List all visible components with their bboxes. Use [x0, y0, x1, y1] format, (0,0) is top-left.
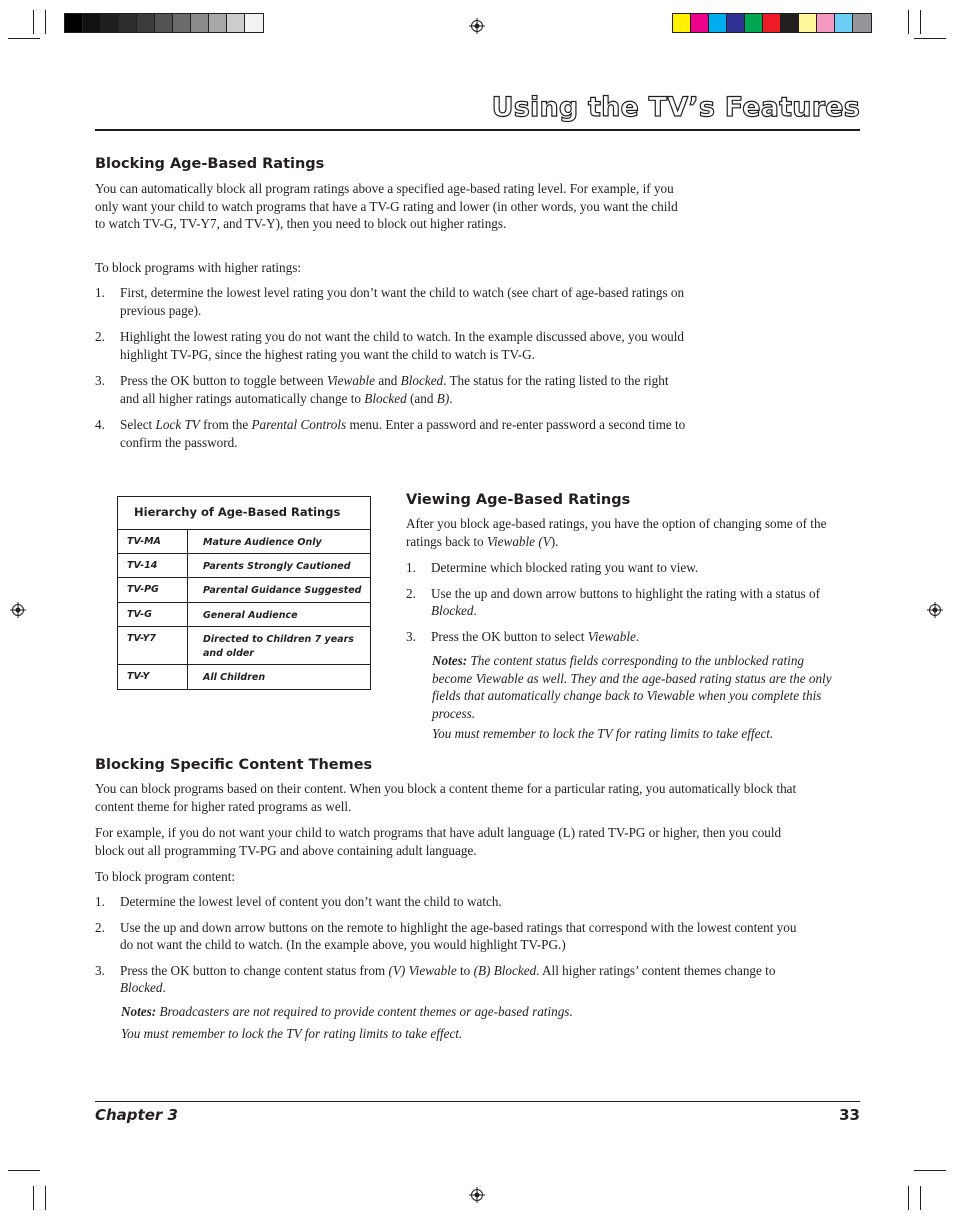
crop-mark: [8, 38, 40, 39]
step-text: .: [635, 628, 640, 644]
notes-label: Notes:: [121, 1004, 157, 1019]
step-number: 3.: [406, 628, 416, 644]
rating-description: Parents Strongly Cautioned: [203, 561, 351, 572]
list-item: [95, 284, 690, 319]
table-row: [118, 665, 370, 689]
color-swatch: [691, 14, 709, 32]
section2-steps: [406, 559, 846, 645]
crop-mark: [914, 1170, 946, 1171]
section3-para1: You can block programs based on their content. When you block a content theme for a particular rating, you automatically block that content theme for higher rated programs as well.: [95, 781, 797, 814]
step-text: . All higher ratings’ content themes change to: [536, 962, 776, 978]
color-swatch: [853, 14, 871, 32]
step-text: . The status for the rating listed to the right and all higher ratings automatically change to: [120, 373, 669, 406]
registration-mark-icon: [469, 18, 485, 34]
step-text: First, determine the lowest level rating you don’t want the child to watch (see chart of age-based ratings on previous page).: [120, 285, 685, 318]
step-text: Press the OK button to select: [431, 628, 588, 644]
step-text-italic: Blocked: [431, 603, 474, 618]
section2-intro: [406, 515, 861, 550]
table-title: Hierarchy of Age-Based Ratings: [118, 497, 370, 530]
registration-mark-icon: [10, 602, 26, 618]
gray-color-bar: [64, 13, 264, 33]
table-row: [118, 554, 370, 578]
rating-code: TV-PG: [118, 578, 188, 602]
color-swatch: [65, 14, 83, 32]
chapter-label: Chapter 3: [95, 1106, 178, 1124]
list-item: [95, 893, 805, 911]
rating-code: TV-Y7: [118, 627, 188, 664]
title-rule: [95, 129, 860, 131]
color-swatch: [209, 14, 227, 32]
color-swatch: [173, 14, 191, 32]
rating-description: All Children: [203, 672, 266, 683]
page-title: Using the TV’s Features: [491, 92, 860, 123]
step-number: 2.: [95, 919, 105, 935]
color-swatch: [817, 14, 835, 32]
rating-code: TV-14: [118, 554, 188, 577]
step-text-italic: Blocked: [400, 373, 444, 388]
step-text-italic: (B) Blocked: [473, 962, 537, 978]
section-heading-blocking-age-based: Blocking Age-Based Ratings: [95, 156, 325, 172]
crop-mark: [8, 1170, 40, 1171]
table-row: [118, 627, 370, 665]
step-number: 2.: [95, 329, 105, 344]
step-text: .: [162, 980, 166, 995]
crop-mark: [920, 1186, 921, 1210]
color-swatch: [727, 14, 745, 32]
step-text-italic: Parental Controls: [251, 417, 347, 432]
notes-label: Notes:: [432, 653, 468, 668]
crop-mark: [908, 1186, 909, 1210]
section3-steps: [95, 893, 805, 997]
list-item: [406, 585, 846, 620]
color-swatch: [119, 14, 137, 32]
color-swatch: [191, 14, 209, 32]
section2-reminder: You must remember to lock the TV for rating limits to take effect.: [432, 726, 774, 741]
notes-text: Broadcasters are not required to provide content themes or age-based ratings.: [156, 1004, 573, 1019]
registration-mark-icon: [927, 602, 943, 618]
color-swatch: [781, 14, 799, 32]
step-text: Use the up and down arrow buttons on the remote to highlight the age-based ratings that correspond with the lowest content you do not want the child to watch. (In the example above, you would highlight TV-PG.): [120, 919, 797, 952]
table-row: [118, 578, 370, 603]
table-row: [118, 530, 370, 554]
section3-lead: To block program content:: [95, 869, 236, 884]
list-item: [95, 919, 805, 954]
color-swatch: [227, 14, 245, 32]
notes-text: The content status fields corresponding to the unblocked rating become Viewable as well. They and the age-based rating status are the only fields that automatically change back to Viewable when you complete this process.: [432, 653, 832, 721]
step-text: Determine which blocked rating you want to view.: [431, 560, 699, 575]
step-text: Select: [120, 417, 156, 432]
step-text: Use the up and down arrow buttons to highlight the rating with a status of: [431, 585, 820, 601]
color-swatch: [763, 14, 781, 32]
crop-mark: [45, 1186, 46, 1210]
color-swatch: [673, 14, 691, 32]
rating-code: TV-MA: [118, 530, 188, 553]
crop-mark: [45, 10, 46, 34]
step-text: Highlight the lowest rating you do not want the child to watch. In the example discussed above, you would highlight TV-PG, since the highest rating you want the child to watch is TV-G.: [120, 329, 685, 362]
section3-notes: [121, 1003, 821, 1021]
step-text: Determine the lowest level of content you don’t want the child to watch.: [120, 894, 502, 909]
step-text-italic: Viewable: [326, 373, 376, 388]
step-text: .: [449, 390, 453, 406]
color-swatch: [799, 14, 817, 32]
step-number: 2.: [406, 585, 416, 601]
color-swatch: [137, 14, 155, 32]
step-text: to: [456, 962, 474, 978]
step-text-italic: Blocked: [364, 390, 407, 406]
step-text: and: [375, 373, 401, 388]
crop-mark: [920, 10, 921, 34]
section2-notes: [432, 652, 837, 722]
crop-mark: [33, 1186, 34, 1210]
section-heading-blocking-content-themes: Blocking Specific Content Themes: [95, 757, 373, 773]
step-number: 1.: [95, 285, 105, 300]
list-item: [95, 372, 690, 407]
crop-mark: [33, 10, 34, 34]
section1-lead: To block programs with higher ratings:: [95, 260, 302, 275]
step-text: .: [473, 603, 477, 618]
color-swatch: [745, 14, 763, 32]
step-number: 3.: [95, 962, 105, 978]
intro-text: ).: [550, 533, 559, 549]
color-swatch: [835, 14, 853, 32]
rating-description: Directed to Children 7 years and older: [203, 634, 354, 659]
registration-mark-icon: [469, 1187, 485, 1203]
color-swatch: [83, 14, 101, 32]
intro-text: After you block age-based ratings, you have the option of changing some of the ratings back to: [406, 516, 827, 549]
step-text: from the: [199, 417, 252, 432]
list-item: [406, 559, 846, 577]
page-number: 33: [839, 1106, 860, 1124]
step-text-italic: Lock TV: [155, 417, 200, 432]
footer-rule: [95, 1101, 860, 1102]
section3-para2: For example, if you do not want your child to watch programs that have adult language (L) rated TV-PG or higher, then you could block out all programming TV-PG and above containing adult language.: [95, 825, 782, 858]
step-number: 1.: [95, 894, 105, 909]
color-swatch: [709, 14, 727, 32]
step-text: Press the OK button to change content status from: [120, 962, 389, 978]
rating-code: TV-G: [118, 603, 188, 626]
step-text-italic: Blocked: [120, 980, 163, 995]
step-text: Press the OK button to toggle between: [120, 373, 327, 388]
rating-description: General Audience: [203, 610, 298, 621]
ratings-hierarchy-table: [117, 496, 371, 690]
step-text-italic: B): [436, 390, 450, 406]
section1-intro-text: You can automatically block all program ratings above a specified age-based rating level. For example, if you only want your child to watch programs that have a TV-G rating and lower (in other words, you want the child to watch TV-G, TV-Y7, and TV-Y), then you need to block out higher ratings.: [95, 181, 678, 231]
crop-mark: [908, 10, 909, 34]
color-swatch: [245, 14, 263, 32]
rating-description: Mature Audience Only: [203, 537, 322, 548]
intro-text-italic: Viewable (V: [486, 533, 551, 549]
color-swatch: [101, 14, 119, 32]
step-text-italic: (V) Viewable: [388, 962, 457, 978]
step-number: 3.: [95, 373, 105, 388]
step-text-italic: Viewable: [587, 628, 636, 644]
list-item: [95, 962, 805, 997]
list-item: [406, 628, 846, 646]
process-color-bar: [672, 13, 872, 33]
step-number: 1.: [406, 560, 416, 575]
step-text: (and: [406, 390, 437, 406]
section1-steps: [95, 284, 690, 451]
crop-mark: [914, 38, 946, 39]
step-text: menu. Enter a password and re-enter password a second time to confirm the password.: [120, 417, 686, 450]
rating-description: Parental Guidance Suggested: [203, 585, 362, 596]
section-heading-viewing-age-based: Viewing Age-Based Ratings: [406, 492, 631, 508]
rating-code: TV-Y: [118, 665, 188, 689]
section3-reminder: You must remember to lock the TV for rating limits to take effect.: [121, 1026, 463, 1041]
list-item: [95, 416, 690, 451]
section1-intro: [95, 180, 685, 233]
table-row: [118, 603, 370, 627]
step-number: 4.: [95, 417, 105, 432]
list-item: [95, 328, 690, 363]
color-swatch: [155, 14, 173, 32]
